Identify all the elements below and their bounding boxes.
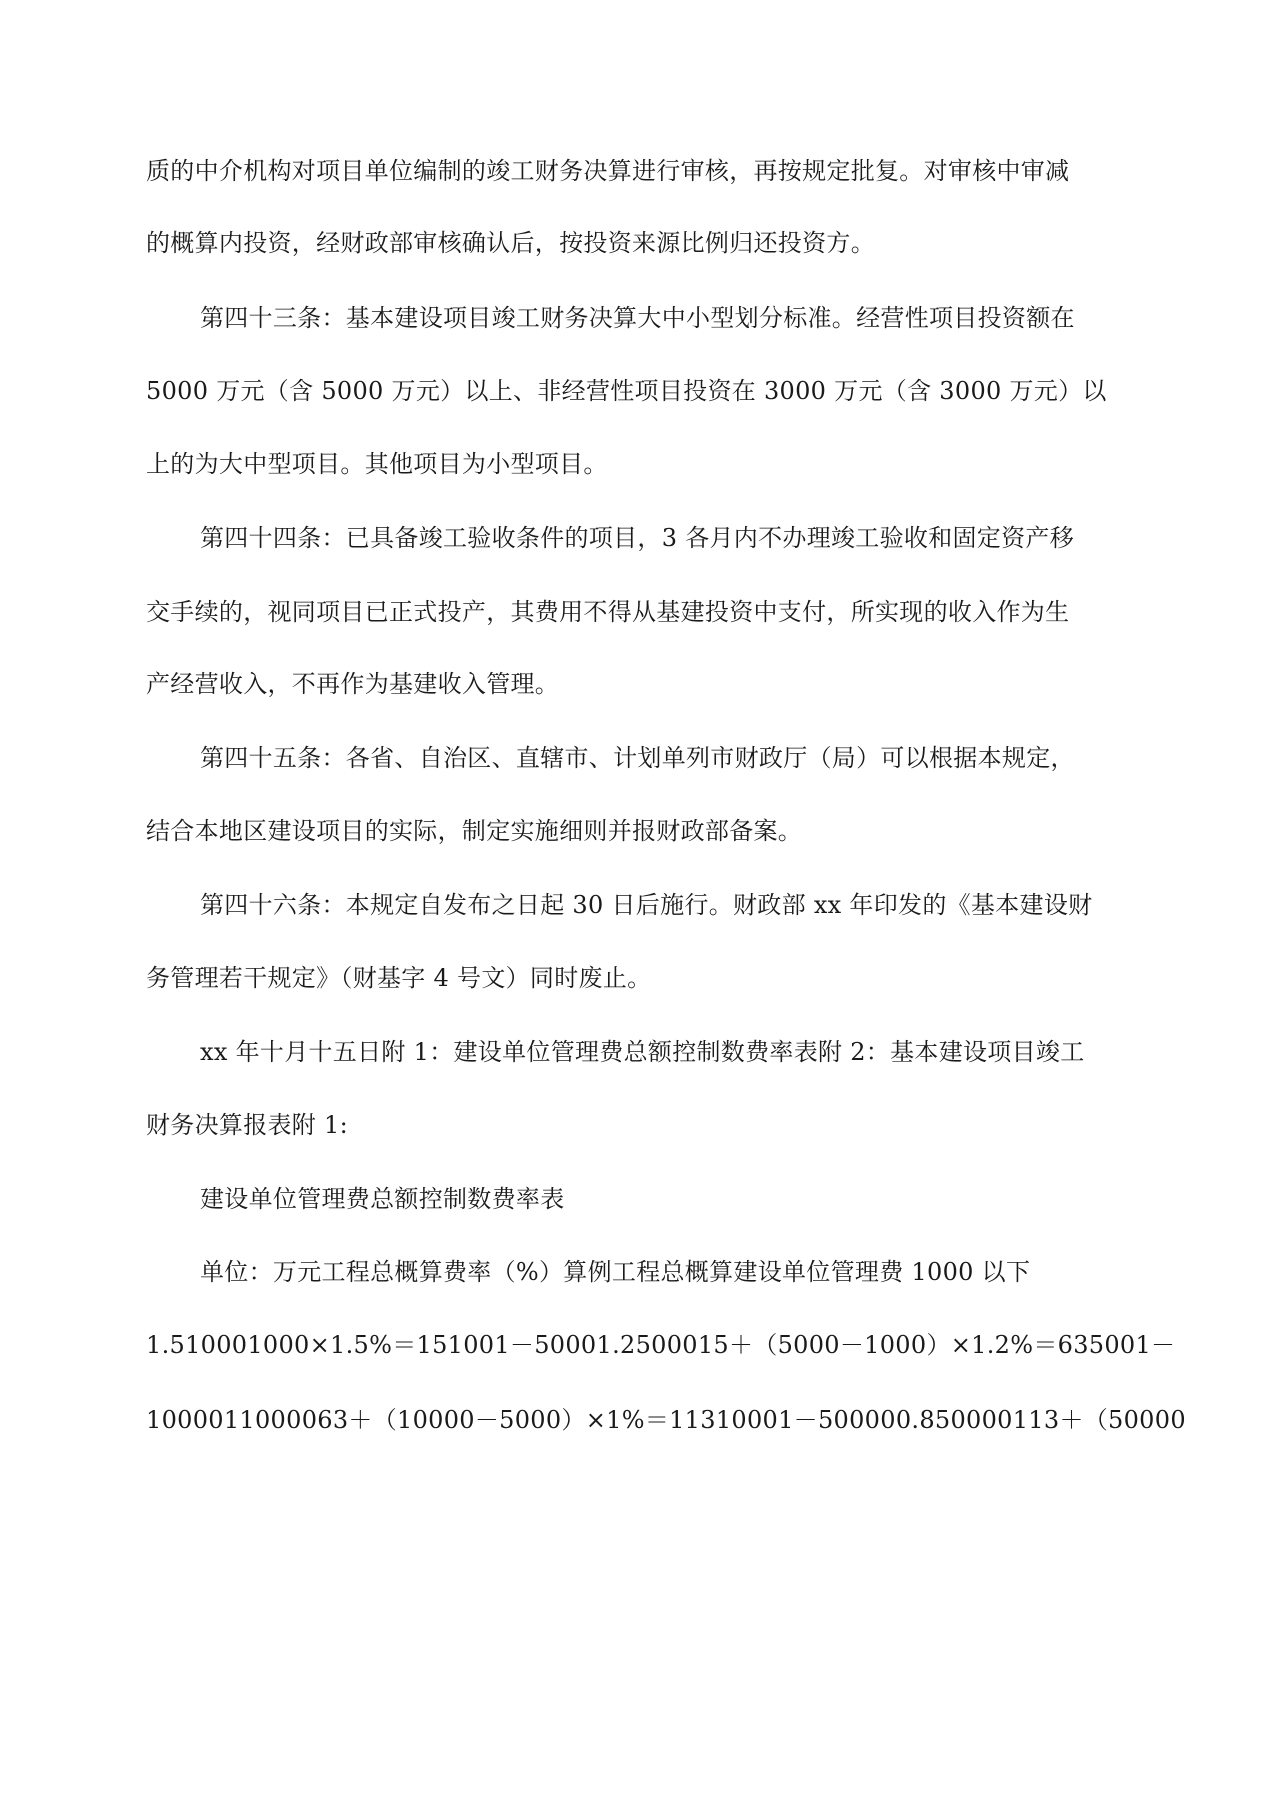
text-line-2: 的概算内投资，经财政部审核确认后，按投资来源比例归还投资方。 [146,229,875,257]
text-line-1: 质的中介机构对项目单位编制的竣工财务决算进行审核，再按规定批复。对审核中审减 [146,157,1070,185]
fee-rate-table-row-2: 1000011000063＋（10000－5000）×1%＝11310001－500000.850000113＋（50000 [146,1406,1186,1434]
text-line-4: 5000 万元（含 5000 万元）以上、非经营性项目投资在 3000 万元（含 3000 万元）以 [146,377,1107,405]
text-line-10: 结合本地区建设项目的实际，制定实施细则并报财政部备案。 [146,817,803,845]
text-line-7: 交手续的，视同项目已正式投产，其费用不得从基建投资中支付，所实现的收入作为生 [146,598,1070,626]
article-45-heading-line: 第四十五条：各省、自治区、直辖市、计划单列市财政厅（局）可以根据本规定， [200,744,1075,772]
article-43-heading-line: 第四十三条：基本建设项目竣工财务决算大中小型划分标准。经营性项目投资额在 [200,304,1075,332]
text-line-14: 财务决算报表附 1: [146,1111,348,1139]
fee-rate-table-title: 建设单位管理费总额控制数费率表 [200,1185,565,1213]
fee-rate-table-header-line: 单位：万元工程总概算费率（%）算例工程总概算建设单位管理费 1000 以下 [200,1258,1031,1286]
text-line-12: 务管理若干规定》（财基字 4 号文）同时废止。 [146,964,652,992]
article-46-heading-line: 第四十六条：本规定自发布之日起 30 日后施行。财政部 xx 年印发的《基本建设财 [200,891,1093,919]
fee-rate-table-row-1: 1.510001000×1.5%＝151001－50001.2500015＋（5000－1000）×1.2%＝635001－ [146,1331,1176,1359]
text-line-5: 上的为大中型项目。其他项目为小型项目。 [146,450,608,478]
article-44-heading-line: 第四十四条：已具备竣工验收条件的项目，3 各月内不办理竣工验收和固定资产移 [200,524,1074,552]
date-and-attachments-line: xx 年十月十五日附 1：建设单位管理费总额控制数费率表附 2：基本建设项目竣工 [200,1038,1085,1066]
text-line-8: 产经营收入，不再作为基建收入管理。 [146,670,560,698]
